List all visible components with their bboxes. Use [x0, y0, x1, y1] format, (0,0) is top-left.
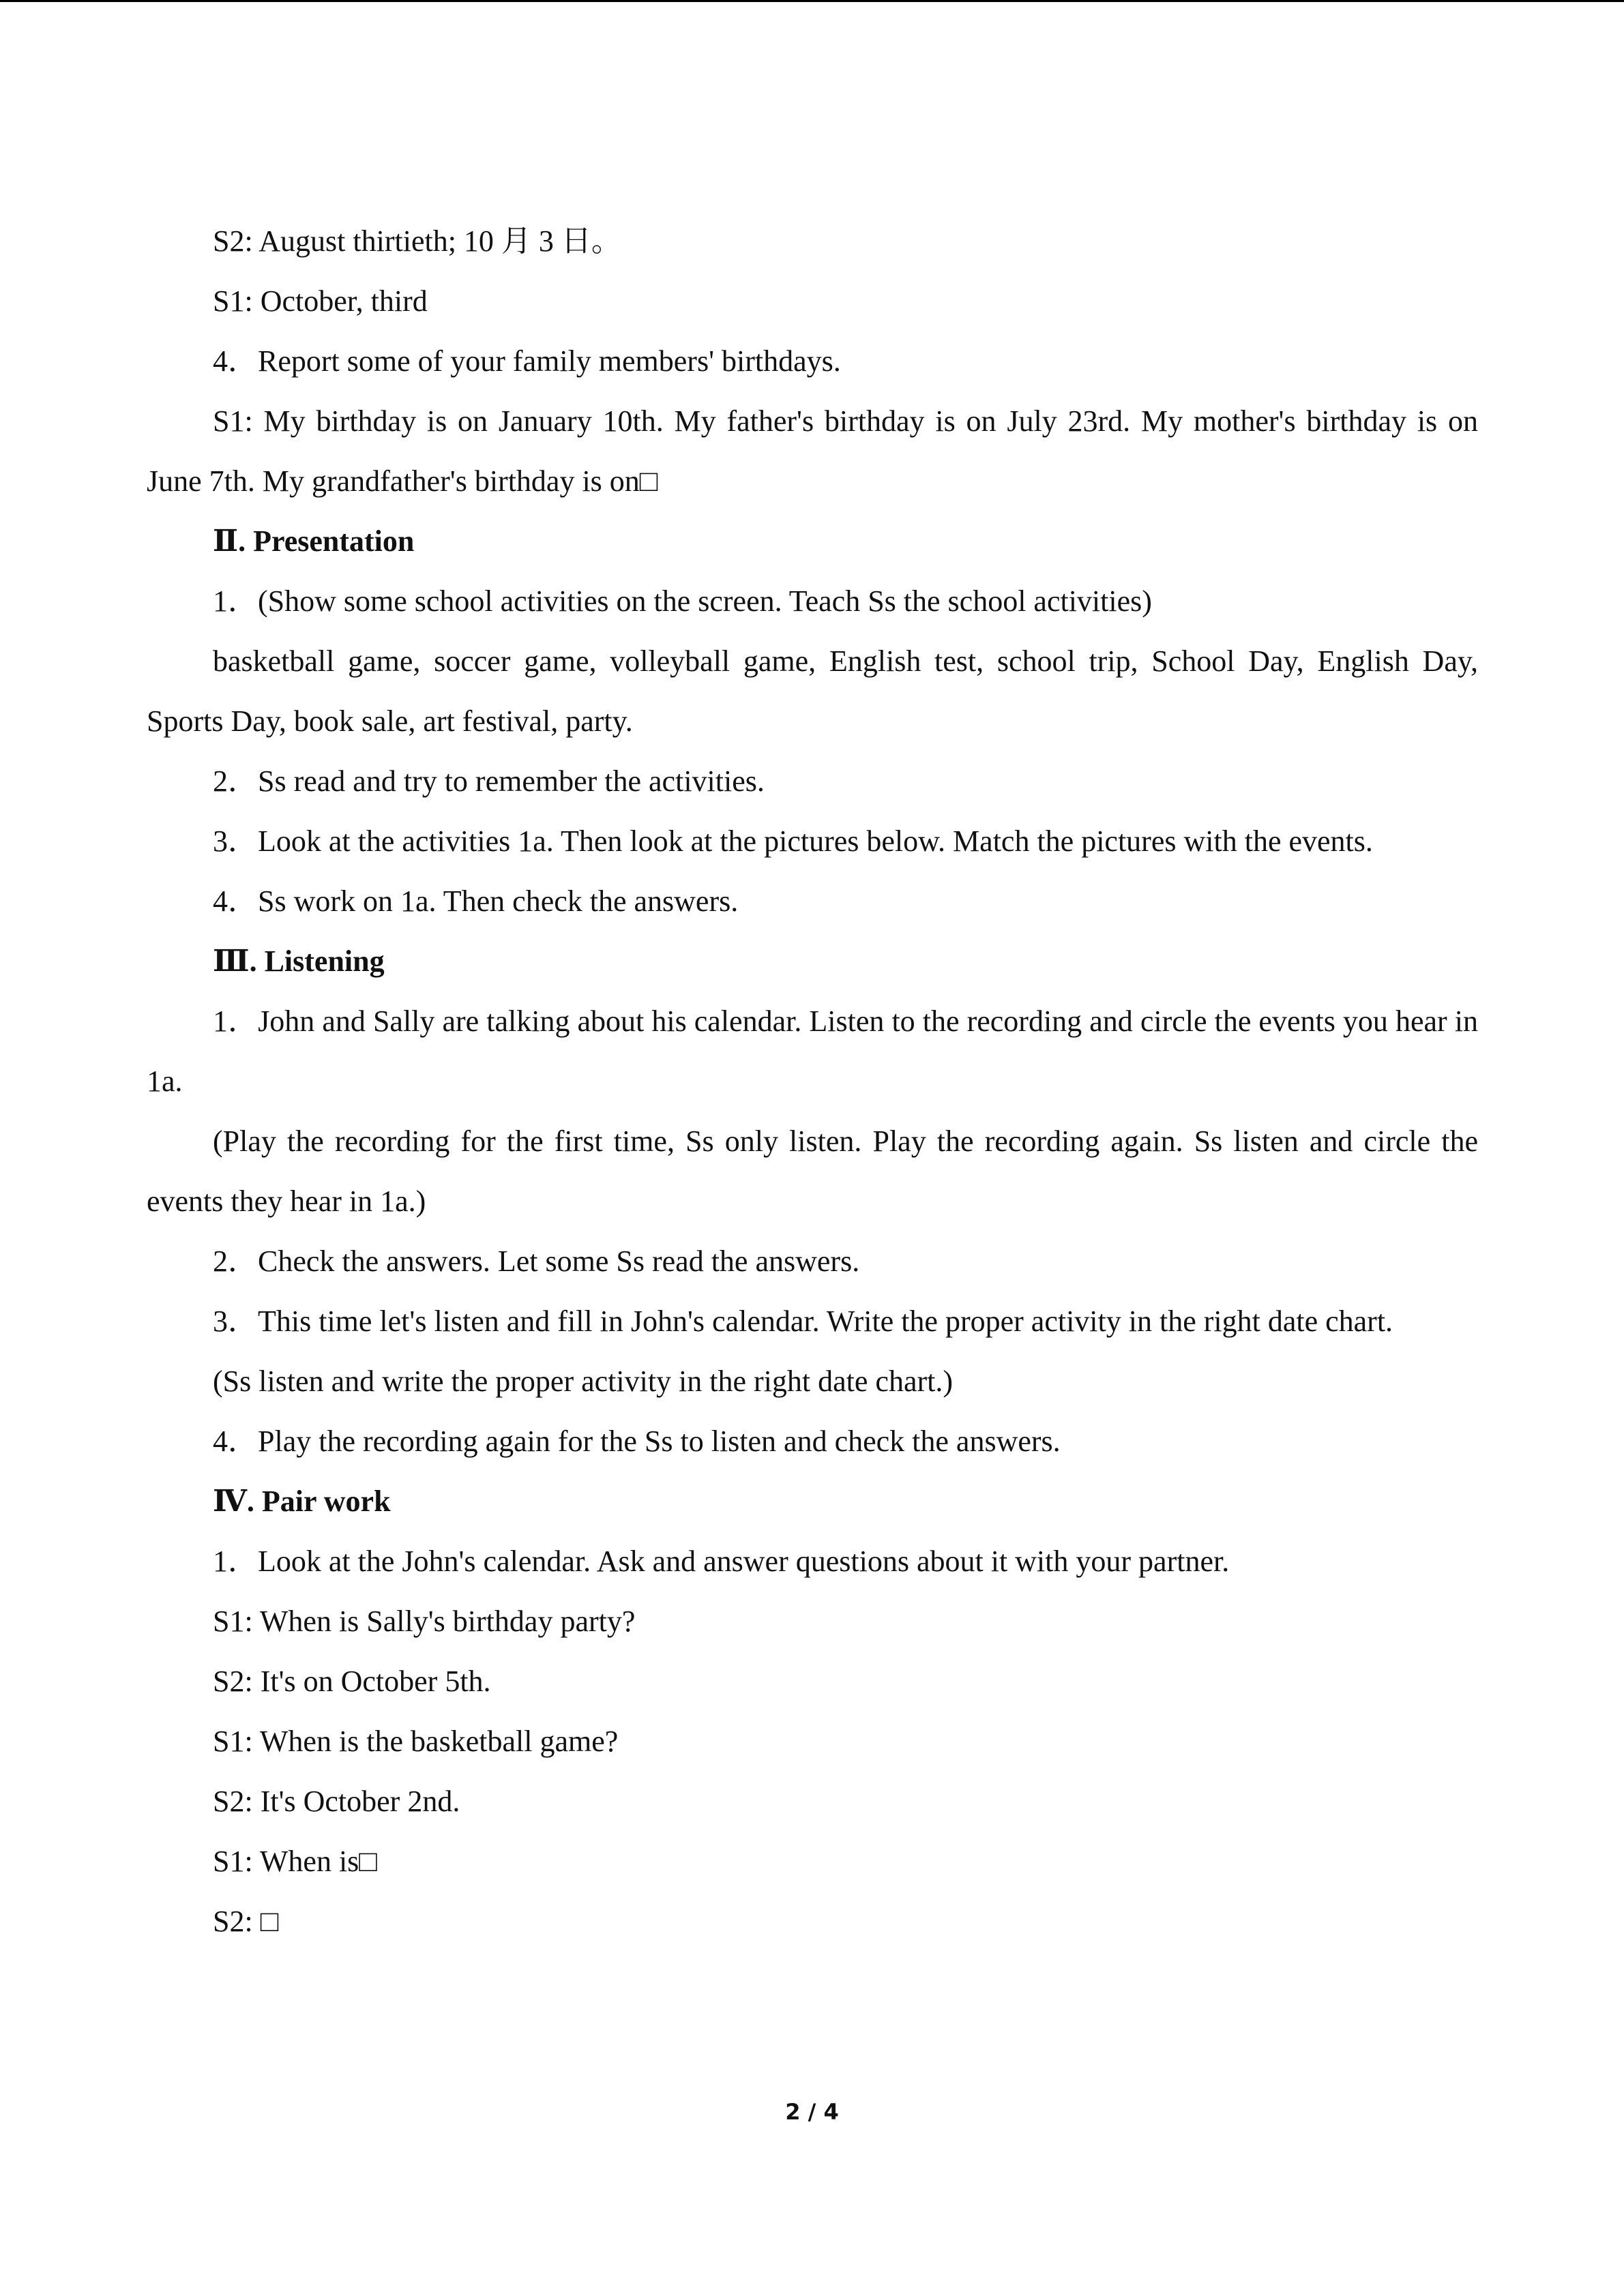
dialogue-line: S2: It's October 2nd. — [213, 1785, 460, 1818]
instruction-step: 3．Look at the activities 1a. Then look at the pictures below. Match the pictures with the events. — [213, 824, 1373, 858]
section-heading-pair-work: Ⅳ. Pair work — [213, 1485, 391, 1518]
instruction-step: 4．Ss work on 1a. Then check the answers. — [213, 884, 739, 918]
instruction-step: 1．(Show some school activities on the screen. Teach Ss the school activities) — [213, 584, 1152, 618]
page-body — [147, 211, 1478, 1952]
dialogue-line: S2: It's on October 5th. — [213, 1665, 491, 1698]
instruction-step: 1．Look at the John's calendar. Ask and answer questions about it with your partner. — [213, 1545, 1230, 1578]
section-heading-listening: Ⅲ. Listening — [213, 944, 385, 978]
dialogue-line: S1: October, third — [213, 284, 428, 318]
instruction-step: 2．Check the answers. Let some Ss read the answers. — [213, 1244, 860, 1278]
top-border-rule — [0, 0, 1624, 2]
dialogue-line: S2: □ — [213, 1905, 279, 1938]
instruction-step: 4．Play the recording again for the Ss to listen and check the answers. — [213, 1425, 1061, 1458]
instruction-step: 2．Ss read and try to remember the activities. — [213, 764, 765, 798]
dialogue-line: S1: When is the basketball game? — [213, 1725, 619, 1758]
instruction-note: (Play the recording for the first time, Ss only listen. Play the recording again. Ss listen and circle the events they hear in 1a.) — [147, 1124, 1478, 1218]
activity-list-paragraph: basketball game, soccer game, volleyball game, English test, school trip, School Day, English Day, Sports Day, book sale, art festival, party. — [147, 644, 1478, 738]
dialogue-paragraph: S1: My birthday is on January 10th. My father's birthday is on July 23rd. My mother's birthday is on June 7th. My grandfather's birthday is on□ — [147, 404, 1478, 498]
instruction-step: 3．This time let's listen and fill in John's calendar. Write the proper activity in the right date chart. — [213, 1304, 1393, 1338]
instruction-note: (Ss listen and write the proper activity in the right date chart.) — [213, 1365, 954, 1398]
instruction-step: 4．Report some of your family members' birthdays. — [213, 344, 841, 378]
dialogue-line: S1: When is Sally's birthday party? — [213, 1605, 636, 1638]
dialogue-line: S2: August thirtieth; 10 月 3 日。 — [213, 224, 621, 258]
section-heading-presentation: Ⅱ. Presentation — [213, 524, 415, 558]
instruction-step: 1．John and Sally are talking about his calendar. Listen to the recording and circle the events you hear in 1a. — [147, 1004, 1478, 1098]
page-number: 2 / 4 — [785, 2099, 839, 2125]
dialogue-line: S1: When is□ — [213, 1845, 377, 1878]
